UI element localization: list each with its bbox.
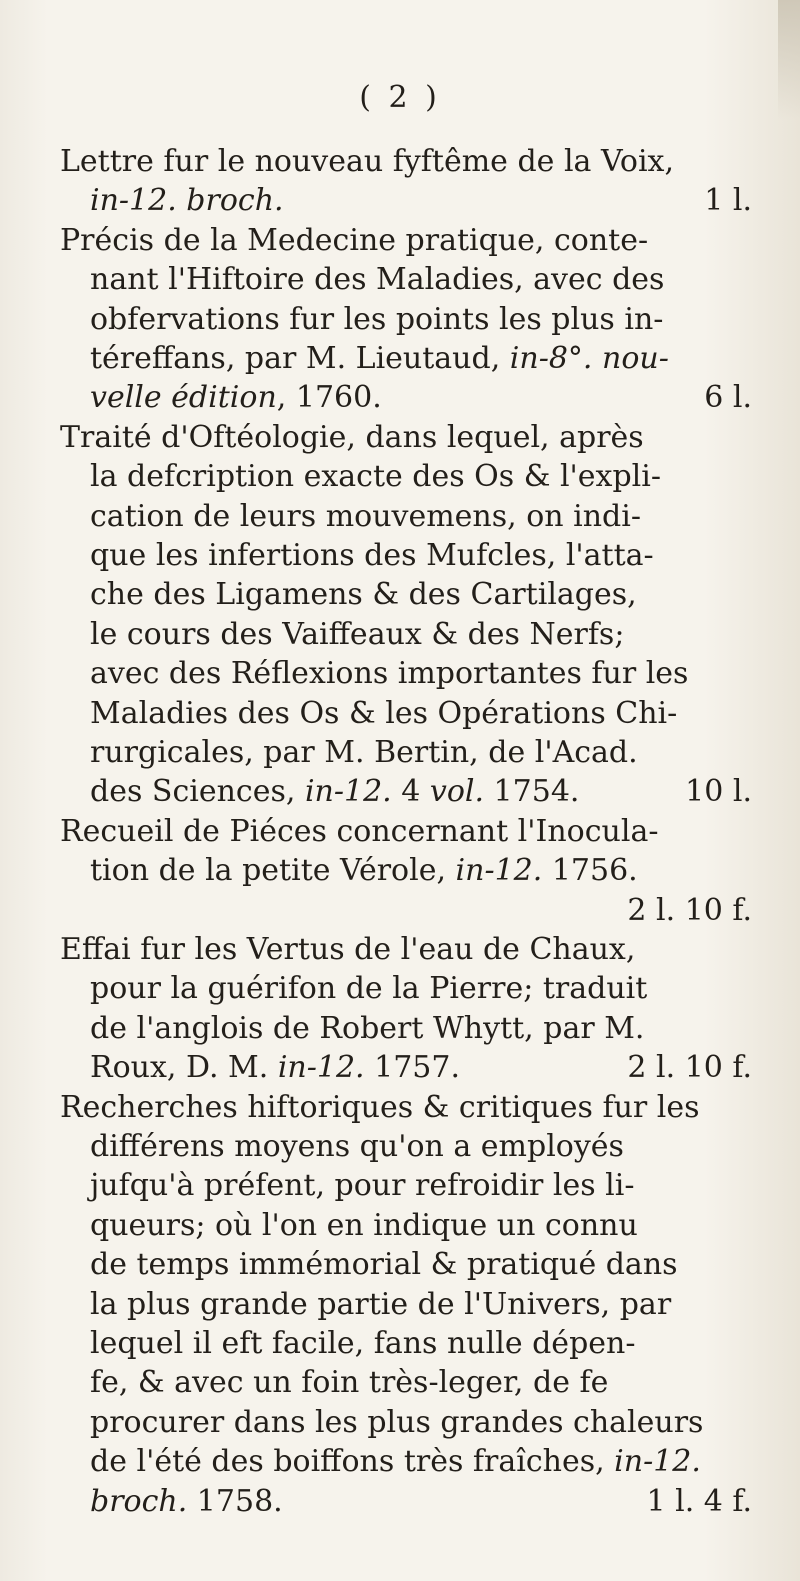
- text-segment: différens moyens qu'on a employés: [90, 1129, 624, 1164]
- text-segment: 1756.: [542, 853, 638, 889]
- text-line: [90, 260, 664, 299]
- text-segment: procurer dans les plus grandes chaleurs: [90, 1404, 704, 1440]
- text-line: [60, 1088, 700, 1127]
- text-segment: de l'anglois de Robert Whytt, par M.: [90, 1010, 645, 1046]
- italic-segment: broch.: [90, 1483, 188, 1519]
- text-segment: 1754.: [484, 774, 580, 810]
- text-line: [60, 142, 674, 181]
- text-segment: , 1760.: [276, 380, 382, 416]
- text-line: [60, 221, 648, 260]
- text-segment: de temps immémorial & pratiqué dans: [90, 1247, 678, 1283]
- text-line: [90, 1442, 701, 1481]
- italic-segment: vol.: [429, 774, 485, 810]
- text-line: [90, 1048, 460, 1087]
- text-line: [90, 615, 624, 654]
- text-segment: téreffans, par M. Lieutaud,: [90, 341, 510, 376]
- price: 2 l. 10 f.: [627, 1050, 752, 1086]
- text-line: [90, 536, 654, 575]
- text-segment: le cours des Vaiffeaux & des Nerfs;: [90, 616, 625, 652]
- text-line: [90, 1206, 638, 1245]
- price: 1 l.: [704, 183, 752, 219]
- text-line: [90, 1403, 703, 1442]
- price: 1 l. 4 f.: [646, 1483, 752, 1519]
- text-segment: Lettre fur le nouveau fyftême de la Voix,: [60, 144, 674, 179]
- text-segment: avec des Réflexions importantes fur les: [90, 656, 689, 692]
- italic-segment: velle édition: [90, 380, 277, 416]
- text-line: [90, 733, 638, 772]
- text-line: [90, 694, 677, 733]
- text-segment: cation de leurs mouvemens, on indi-: [90, 498, 641, 534]
- text-line: [90, 1482, 283, 1521]
- price: 2 l. 10 f.: [627, 892, 752, 928]
- text-line: [90, 1009, 644, 1048]
- text-line: [60, 930, 635, 969]
- text-line: [90, 772, 579, 811]
- text-segment: 1758.: [187, 1483, 283, 1519]
- text-segment: rurgicales, par M. Bertin, de l'Acad.: [90, 735, 638, 770]
- italic-segment: in-12.: [304, 774, 392, 810]
- italic-segment: in-12. broch.: [90, 183, 284, 219]
- text-line: [90, 300, 663, 339]
- text-segment: tion de la petite Vérole,: [90, 853, 456, 889]
- text-segment: jufqu'à préfent, pour refroidir les li-: [90, 1168, 635, 1204]
- text-segment: Traité d'Oftéologie, dans lequel, après: [60, 419, 644, 455]
- italic-segment: in-12.: [455, 853, 543, 889]
- italic-segment: in-8°. nou-: [509, 341, 669, 376]
- text-line: [90, 378, 382, 417]
- text-line: [90, 1127, 624, 1166]
- text-segment: obfervations fur les points les plus in-: [90, 301, 664, 337]
- text-segment: 1757.: [364, 1050, 460, 1086]
- price: 10 l.: [685, 774, 752, 810]
- text-line: [90, 851, 638, 890]
- text-line: [90, 497, 641, 536]
- text-line: [90, 969, 647, 1008]
- text-line: [90, 654, 688, 693]
- text-line: [90, 339, 669, 378]
- text-line: [90, 457, 661, 496]
- text-segment: de l'été des boiffons très fraîches,: [90, 1444, 615, 1480]
- text-segment: 4: [391, 774, 430, 810]
- text-line: [60, 418, 644, 457]
- text-segment: Effai fur les Vertus de l'eau de Chaux,: [60, 932, 636, 967]
- text-line: [90, 575, 637, 614]
- text-segment: Précis de la Medecine pratique, conte-: [60, 222, 649, 258]
- text-segment: che des Ligamens & des Cartilages,: [90, 577, 637, 613]
- text-line: [90, 1285, 671, 1324]
- text-line: [90, 1363, 608, 1402]
- page-folio: ( 2 ): [359, 80, 441, 115]
- italic-segment: in-12.: [614, 1444, 701, 1480]
- text-line: [90, 181, 284, 220]
- text-line: [90, 1166, 634, 1205]
- text-segment: fe, & avec un foin très-leger, de fe: [90, 1365, 609, 1401]
- italic-segment: in-12.: [277, 1050, 365, 1086]
- text-segment: lequel il eft facile, fans nulle dépen-: [90, 1326, 636, 1361]
- text-line: [90, 1324, 635, 1363]
- text-line: [90, 1245, 678, 1284]
- text-segment: Roux, D. M.: [90, 1050, 278, 1086]
- text-line: [60, 812, 658, 851]
- text-segment: nant l'Hiftoire des Maladies, avec des: [90, 262, 665, 298]
- text-segment: des Sciences,: [90, 774, 305, 810]
- text-segment: pour la guérifon de la Pierre; traduit: [90, 971, 648, 1007]
- text-segment: Maladies des Os & les Opérations Chi-: [90, 695, 678, 731]
- text-segment: que les infertions des Mufcles, l'atta-: [90, 538, 654, 573]
- text-segment: la defcription exacte des Os & l'expli-: [90, 459, 661, 495]
- text-segment: la plus grande partie de l'Univers, par: [90, 1286, 672, 1322]
- price: 6 l.: [704, 380, 752, 416]
- text-segment: queurs; où l'on en indique un connu: [90, 1207, 638, 1243]
- text-segment: Recueil de Piéces concernant l'Inocula-: [60, 813, 659, 849]
- text-segment: Recherches hiftoriques & critiques fur les: [60, 1089, 700, 1125]
